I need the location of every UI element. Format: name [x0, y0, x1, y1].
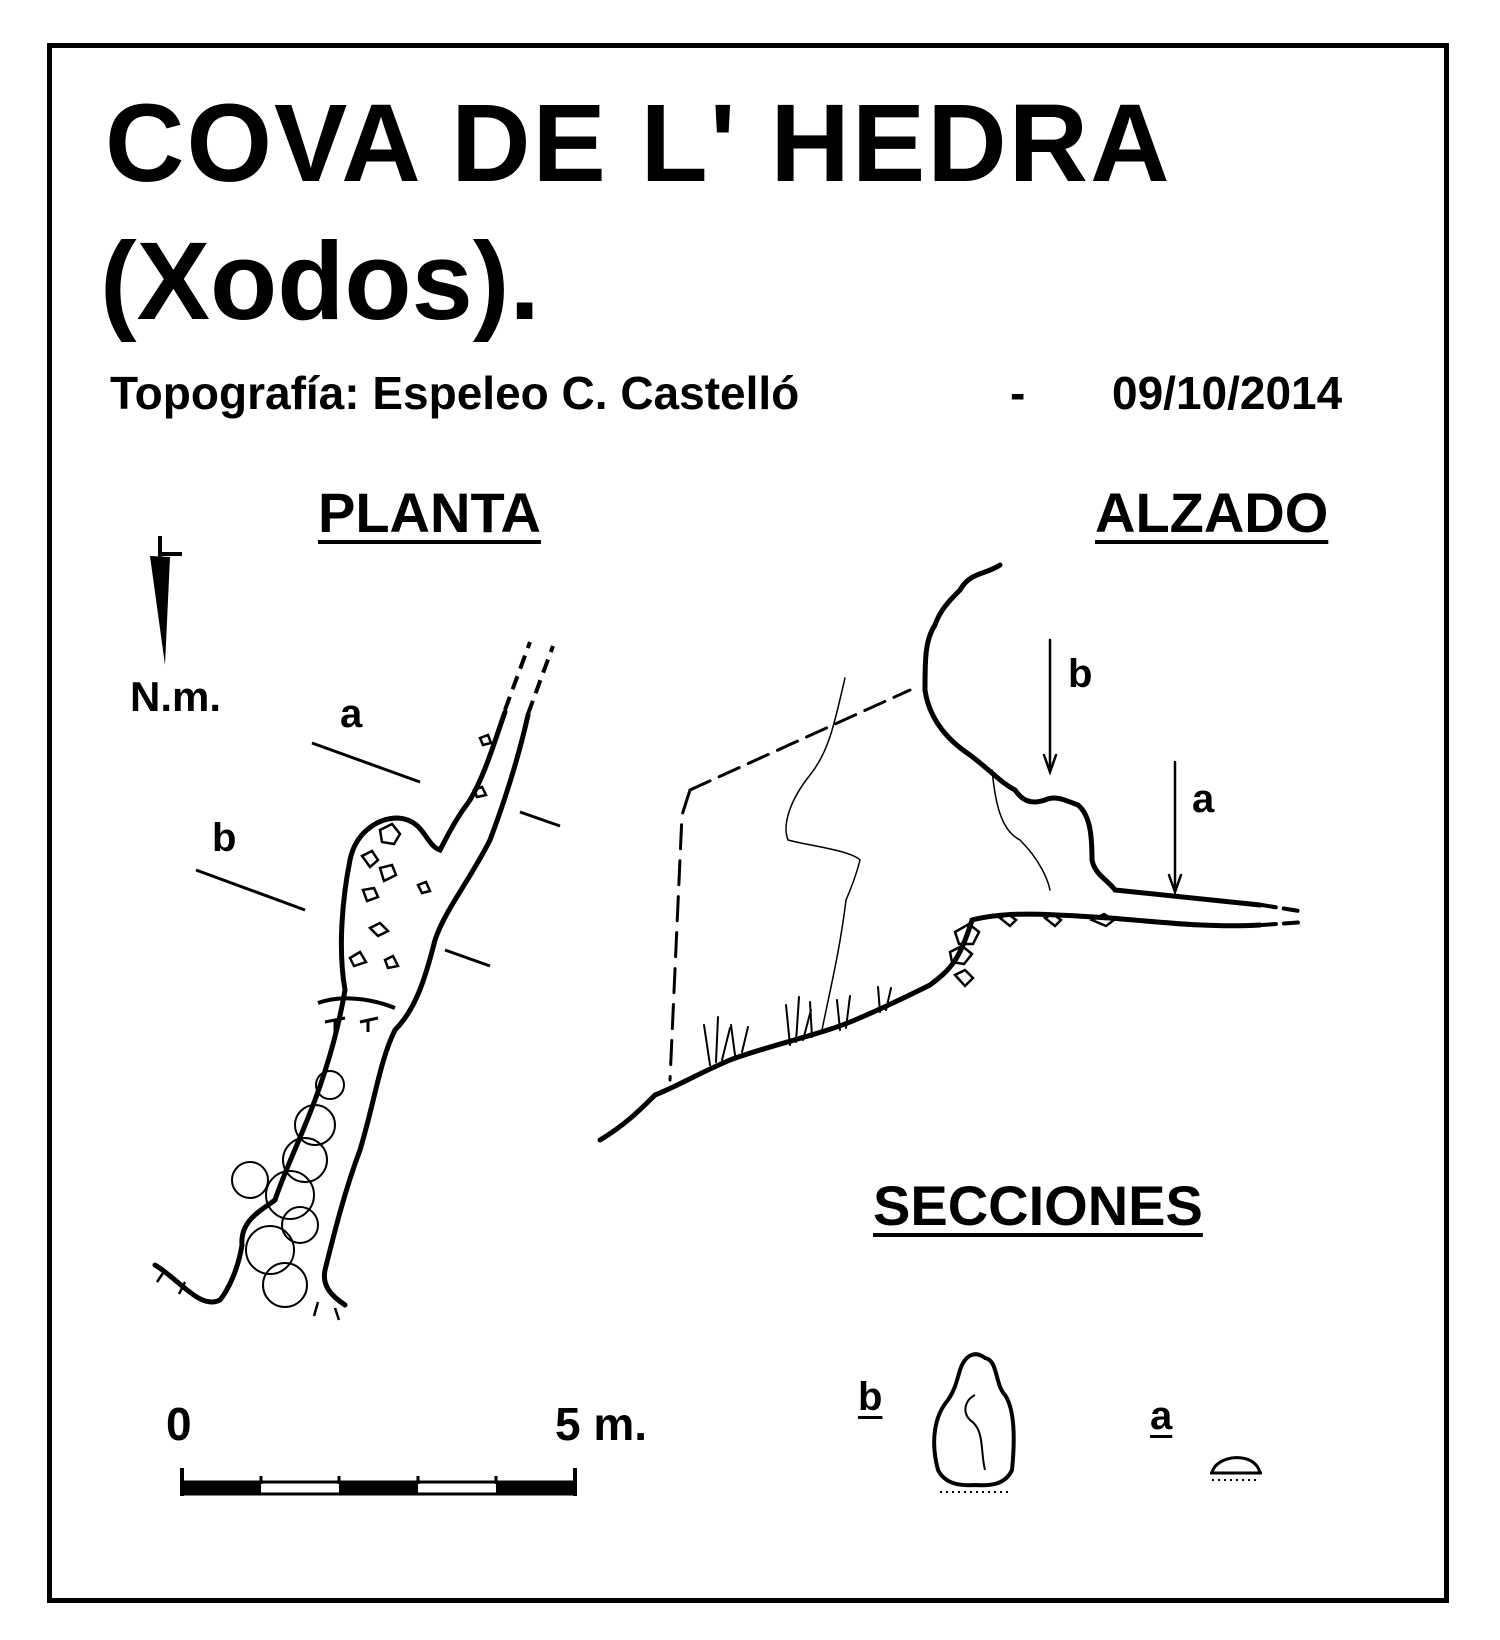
north-arrow-icon — [150, 536, 182, 665]
section-b-profile — [934, 1354, 1014, 1485]
section-a-label: a — [1150, 1394, 1173, 1438]
section-a-profile — [1212, 1458, 1260, 1473]
scale-end-label: 5 m. — [555, 1398, 648, 1450]
elevation-section-a-label: a — [1192, 777, 1215, 821]
cave-title: COVA DE L' HEDRA — [105, 82, 1172, 205]
north-label: N.m. — [130, 673, 222, 720]
cave-location: (Xodos). — [100, 220, 540, 343]
plan-heading: PLANTA — [318, 481, 541, 544]
credit-separator: - — [1010, 367, 1026, 419]
section-b-label: b — [858, 1375, 883, 1419]
elevation-section-b-label: b — [1068, 652, 1093, 696]
plan-section-a-label: a — [340, 692, 363, 736]
plan-view — [155, 642, 560, 1320]
credit-text: Topografía: Espeleo C. Castelló — [110, 367, 800, 419]
scale-bar — [182, 1468, 575, 1496]
survey-date: 09/10/2014 — [1112, 367, 1343, 419]
plan-section-b-label: b — [212, 816, 237, 860]
sections-heading: SECCIONES — [873, 1174, 1203, 1237]
sections-view — [934, 1354, 1262, 1492]
elevation-view — [600, 565, 1305, 1140]
scale-start-label: 0 — [166, 1398, 192, 1450]
elevation-heading: ALZADO — [1095, 481, 1329, 544]
